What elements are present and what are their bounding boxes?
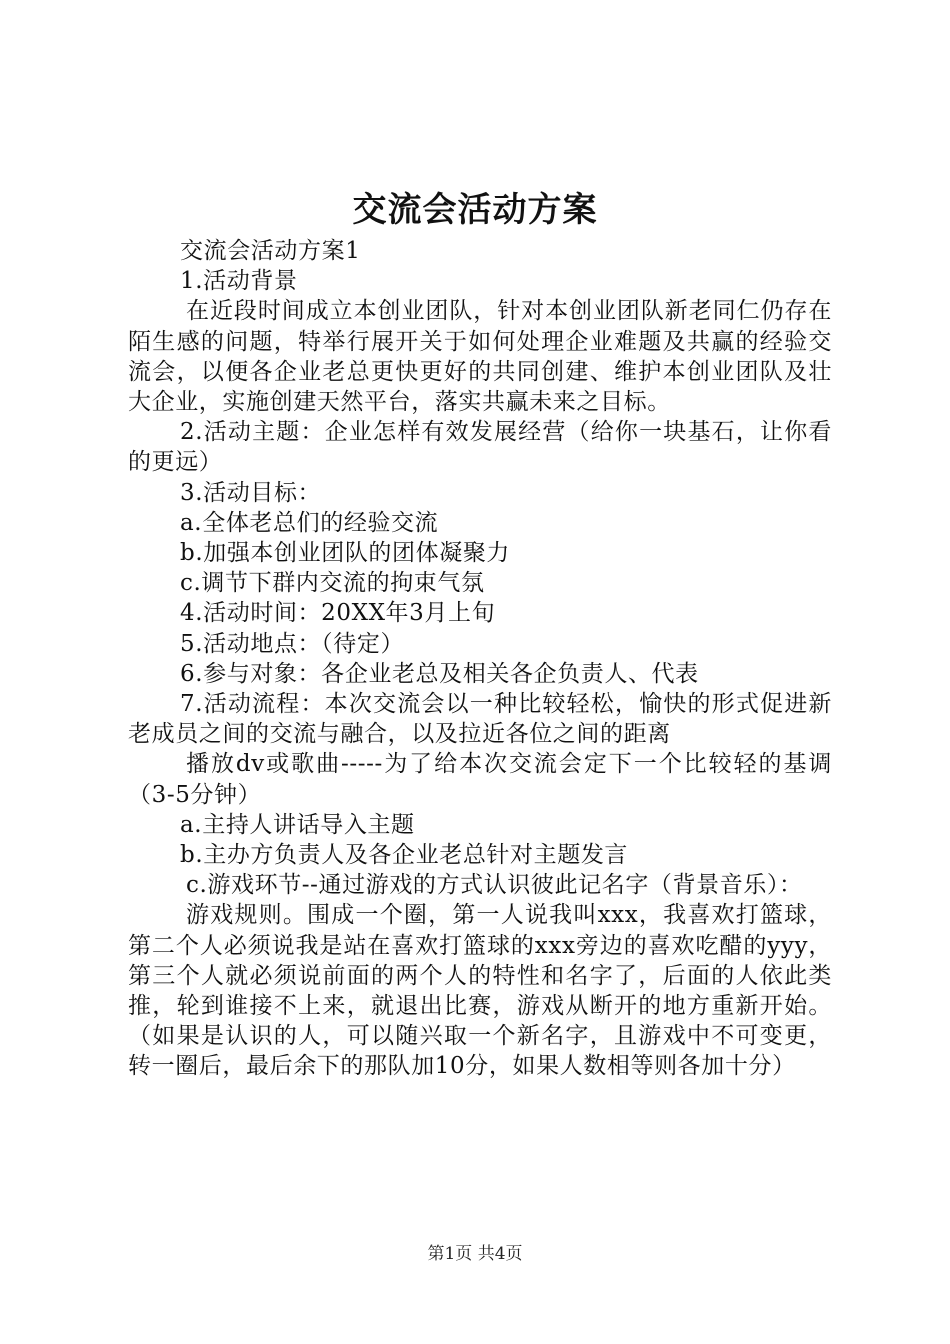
paragraph-background: 在近段时间成立本创业团队，针对本创业团队新老同仁仍存在陌生感的问题，特举行展开关于如何处理企业难题及共赢的经验交流会，以便各企业老总更快更好的共同创建、维护本创业团队及壮大企业，实施创建天然平台，落实共赢未来之目标。 xyxy=(128,298,832,416)
paragraph-participants: 6.参与对象：各企业老总及相关各企负责人、代表 xyxy=(180,660,699,687)
paragraph-step-b: b.主办方负责人及各企业老总针对主题发言 xyxy=(180,842,629,869)
section-heading: 交流会活动方案1 xyxy=(180,238,361,264)
paragraph-background-heading: 1.活动背景 xyxy=(180,268,298,295)
paragraph-step-c: c.游戏环节--通过游戏的方式认识彼此记名字（背景音乐）： xyxy=(186,872,803,899)
document-body xyxy=(128,236,832,1082)
paragraph-step-a: a.主持人讲话导入主题 xyxy=(180,811,415,838)
page-number: 第1页 共4页 xyxy=(427,1244,523,1264)
paragraph-game-rules: 游戏规则。围成一个圈，第一人说我叫xxx，我喜欢打篮球，第二个人必须说我是站在喜欢打篮球的xxx旁边的喜欢吃醋的yyy，第三个人就必须说前面的两个人的特性和名字了，后面的人依此类推，轮到谁接不上来，就退出比赛，游戏从断开的地方重新开始。（如果是认识的人，可以随兴取一个新名字，且游戏中不可变更，转一圈后，最后余下的那队加10分，如果人数相等则各加十分） xyxy=(128,902,832,1080)
document-title: 交流会活动方案 xyxy=(352,190,598,230)
paragraph-goal-a: a.全体老总们的经验交流 xyxy=(180,509,439,536)
paragraph-goal-b: b.加强本创业团队的团体凝聚力 xyxy=(180,540,511,567)
paragraph-goal-c: c.调节下群内交流的拘束气氛 xyxy=(180,570,485,597)
paragraph-location: 5.活动地点：（待定） xyxy=(180,630,405,657)
paragraph-process: 7.活动流程：本次交流会以一种比较轻松，愉快的形式促进新老成员之间的交流与融合，以及拉近各位之间的距离 xyxy=(128,691,832,748)
paragraph-time: 4.活动时间：20XX年3月上旬 xyxy=(180,600,496,627)
paragraph-music: 播放dv或歌曲-----为了给本次交流会定下一个比较轻的基调（3-5分钟） xyxy=(128,751,832,808)
paragraph-goals-heading: 3.活动目标： xyxy=(180,479,322,506)
paragraph-theme: 2.活动主题：企业怎样有效发展经营（给你一块基石，让你看的更远） xyxy=(128,419,832,476)
